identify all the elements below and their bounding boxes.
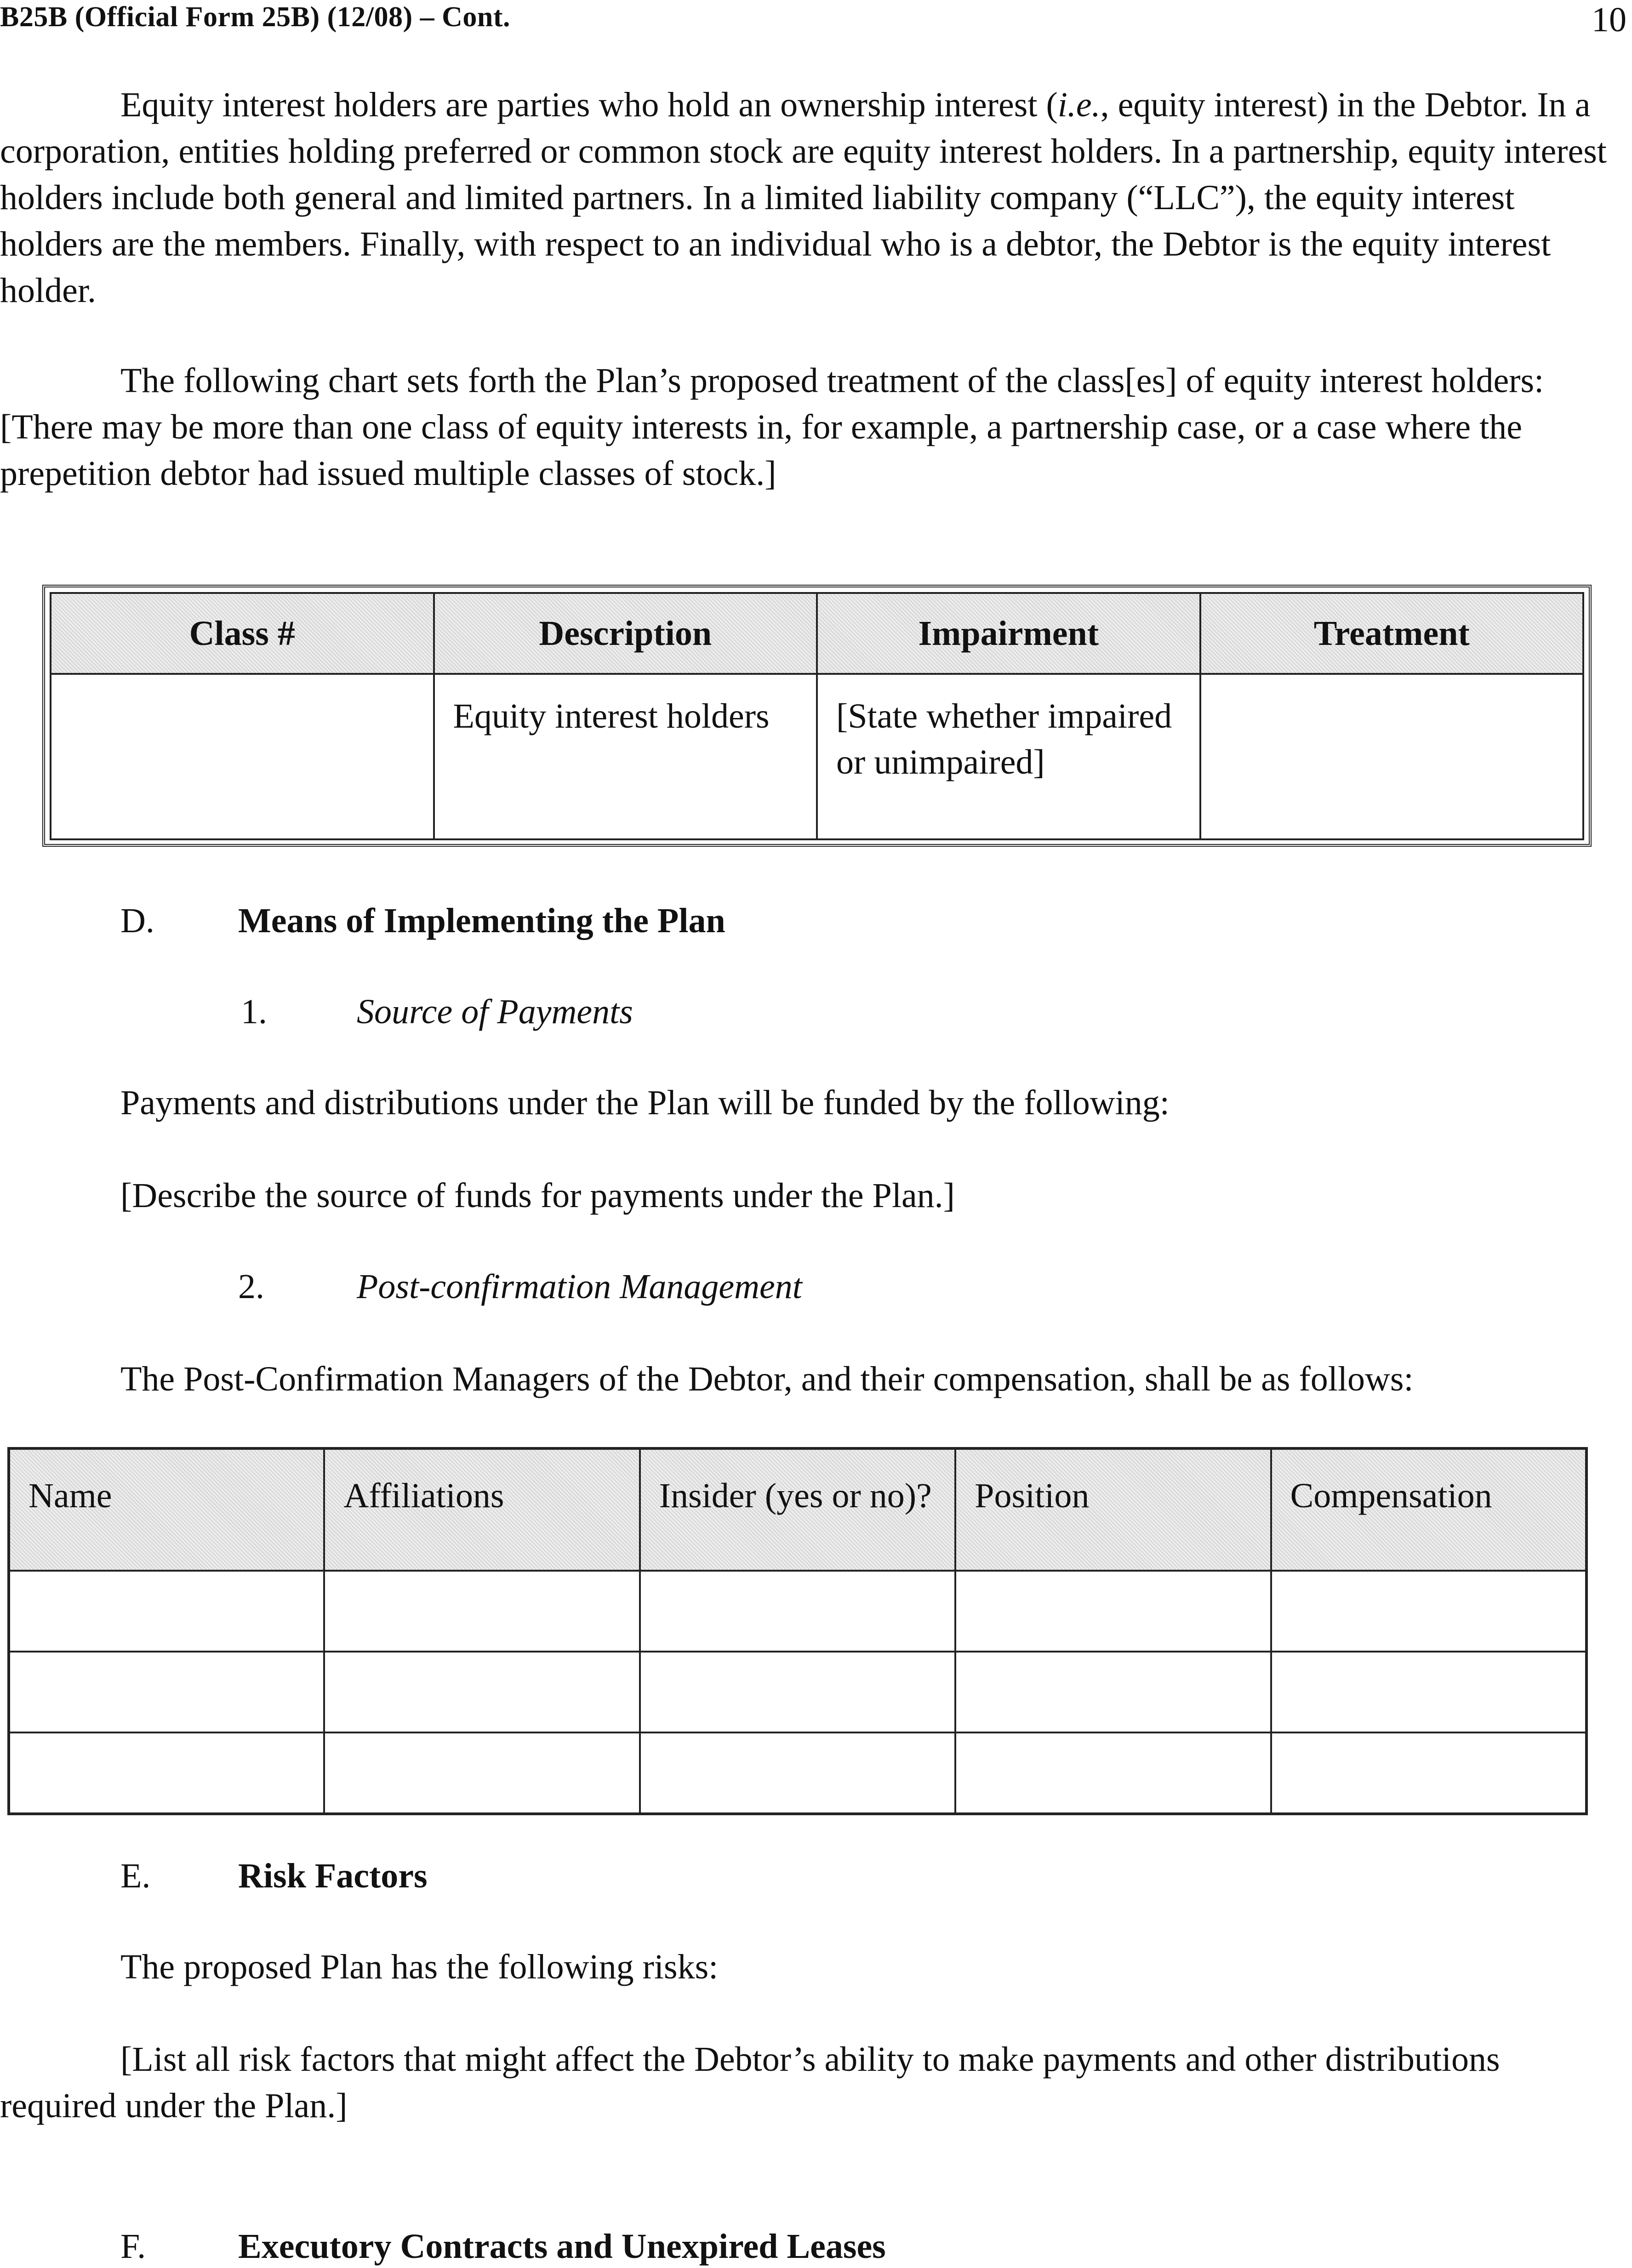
page-number: 10 — [1592, 0, 1626, 39]
item-1-number: 1. — [241, 992, 267, 1031]
table-row — [9, 1571, 1586, 1652]
managers-table — [7, 1447, 1588, 1815]
section-d-title: Means of Implementing the Plan — [238, 901, 725, 940]
cell-treatment — [1200, 674, 1584, 839]
section-d-letter: D. — [120, 901, 154, 940]
section-e-title: Risk Factors — [238, 1857, 428, 1895]
form-title: B25B (Official Form 25B) (12/08) – Cont. — [0, 1, 511, 33]
table-cell — [955, 1732, 1271, 1814]
item-1-title: Source of Payments — [357, 992, 633, 1031]
table-cell — [640, 1652, 955, 1732]
header-impairment: Impairment — [817, 593, 1200, 674]
table-header-row — [51, 593, 1583, 674]
header-affiliations: Affiliations — [324, 1448, 639, 1571]
table-header-row — [9, 1448, 1586, 1571]
header-class: Class # — [51, 593, 434, 674]
header-description: Description — [434, 593, 817, 674]
table-cell — [324, 1732, 639, 1814]
section-f-title: Executory Contracts and Unexpired Leases — [238, 2227, 886, 2266]
chart-intro-paragraph: The following chart sets forth the Plan’s proposed treatment of the class[es] of equity interest holders: [There may be more than one class of equity interests in, for example, a partnership case, or a case where the prepetition debtor had issued multiple classes of stock.] — [0, 361, 1544, 493]
table-row — [9, 1652, 1586, 1732]
describe-funds-text: [Describe the source of funds for payments under the Plan.] — [120, 1176, 955, 1215]
header-name: Name — [9, 1448, 324, 1571]
item-2-number: 2. — [238, 1267, 264, 1306]
section-e-letter: E. — [120, 1857, 151, 1895]
header-compensation: Compensation — [1271, 1448, 1586, 1571]
table-cell — [324, 1571, 639, 1652]
header-insider: Insider (yes or no)? — [640, 1448, 955, 1571]
table-cell — [9, 1652, 324, 1732]
equity-interest-table — [50, 592, 1584, 840]
header-treatment: Treatment — [1200, 593, 1584, 674]
cell-impairment: [State whether impaired or unimpaired] — [817, 674, 1200, 839]
risks-text: The proposed Plan has the following risks: — [120, 1948, 719, 1986]
table-row — [51, 674, 1583, 839]
table-row — [9, 1732, 1586, 1814]
table-cell — [955, 1652, 1271, 1732]
table-cell — [9, 1732, 324, 1814]
equity-holders-paragraph: Equity interest holders are parties who hold an ownership interest (i.e., equity interest) in the Debtor. In a corporation, entities holding preferred or common stock are equity interest holders. In a partnership, equity interest holders include both general and limited partners. In a limited liability company (“LLC”), the equity interest holders are the members. Finally, with respect to an individual who is a debtor, the Debtor is the equity interest holder. — [0, 85, 1607, 310]
cell-class — [51, 674, 434, 839]
table-cell — [955, 1571, 1271, 1652]
managers-text: The Post-Confirmation Managers of the Debtor, and their compensation, shall be as follows: — [120, 1360, 1414, 1398]
table-cell — [1271, 1732, 1586, 1814]
risk-factors-list-text: [List all risk factors that might affect the Debtor’s ability to make payments and other distributions required under the Plan.] — [0, 2040, 1500, 2125]
section-f-letter: F. — [120, 2227, 146, 2266]
table-cell — [640, 1732, 955, 1814]
table-cell — [1271, 1652, 1586, 1732]
item-2-title: Post-confirmation Management — [357, 1267, 802, 1306]
payments-text: Payments and distributions under the Plan will be funded by the following: — [120, 1083, 1170, 1122]
table-cell — [640, 1571, 955, 1652]
table-cell — [1271, 1571, 1586, 1652]
cell-description: Equity interest holders — [434, 674, 817, 839]
table-cell — [324, 1652, 639, 1732]
table-cell — [9, 1571, 324, 1652]
header-position: Position — [955, 1448, 1271, 1571]
